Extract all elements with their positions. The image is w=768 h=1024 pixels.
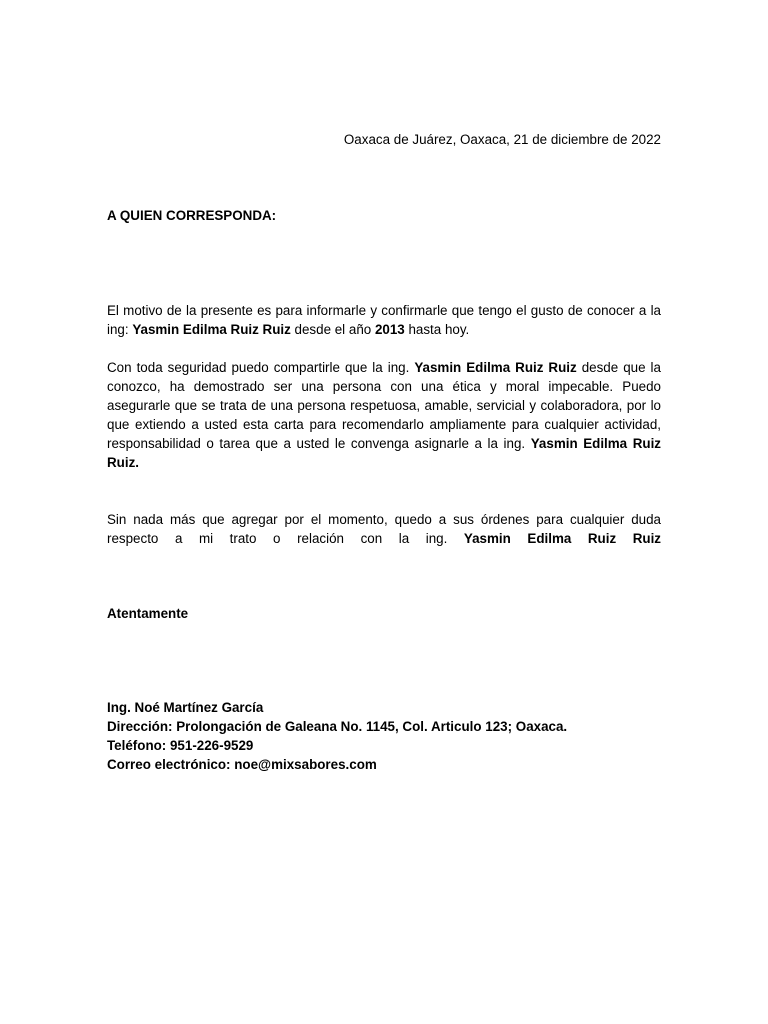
p1-text-b: desde el año — [290, 322, 375, 337]
p1-year: 2013 — [374, 322, 405, 337]
p2-text-a: Con toda seguridad puedo compartirle que la ing. — [107, 360, 415, 375]
p3-text-a: Sin nada más que agregar por el momento, quedo a sus órdenes para cualquier duda respecto a mi trato o relación con la ing. — [107, 512, 661, 546]
p1-text-a: El motivo de la presente es para informarle y confirmarle que tengo el gusto de conocer a la ing: — [107, 303, 661, 337]
paragraph-closing-remarks — [107, 510, 661, 548]
letter-closing: Atentamente — [107, 606, 189, 621]
signature-address: Dirección: Prolongación de Galeana No. 1145, Col. Articulo 123; Oaxaca. — [107, 719, 568, 734]
paragraph-recommendation — [107, 358, 661, 472]
signature-phone: Teléfono: 951-226-9529 — [107, 738, 254, 753]
letter-date: Oaxaca de Juárez, Oaxaca, 21 de diciembre de 2022 — [343, 132, 661, 147]
signature-name: Ing. Noé Martínez García — [107, 700, 264, 715]
p2-recommended-name-2: Yasmin Edilma Ruiz Ruiz. — [107, 436, 661, 470]
p2-recommended-name-1: Yasmin Edilma Ruiz Ruiz — [414, 360, 577, 375]
p1-recommended-name: Yasmin Edilma Ruiz Ruiz — [132, 322, 291, 337]
letter-salutation: A QUIEN CORRESPONDA: — [107, 208, 277, 223]
paragraph-introduction — [107, 301, 661, 339]
p1-text-c: hasta hoy. — [404, 322, 470, 337]
p3-recommended-name: Yasmin Edilma Ruiz Ruiz — [463, 531, 661, 546]
signature-block — [107, 698, 567, 774]
signature-email: Correo electrónico: noe@mixsabores.com — [107, 757, 377, 772]
p2-text-b: desde que la conozco, ha demostrado ser una persona con una ética y moral impecable. Puedo asegurarle que se trata de una persona respetuosa, amable, servicial y colaboradora, por lo que extiendo a usted esta carta para recomendarlo ampliamente para cualquier actividad, responsabilidad o tarea que a usted le convenga asignarle a la ing. — [107, 360, 661, 451]
